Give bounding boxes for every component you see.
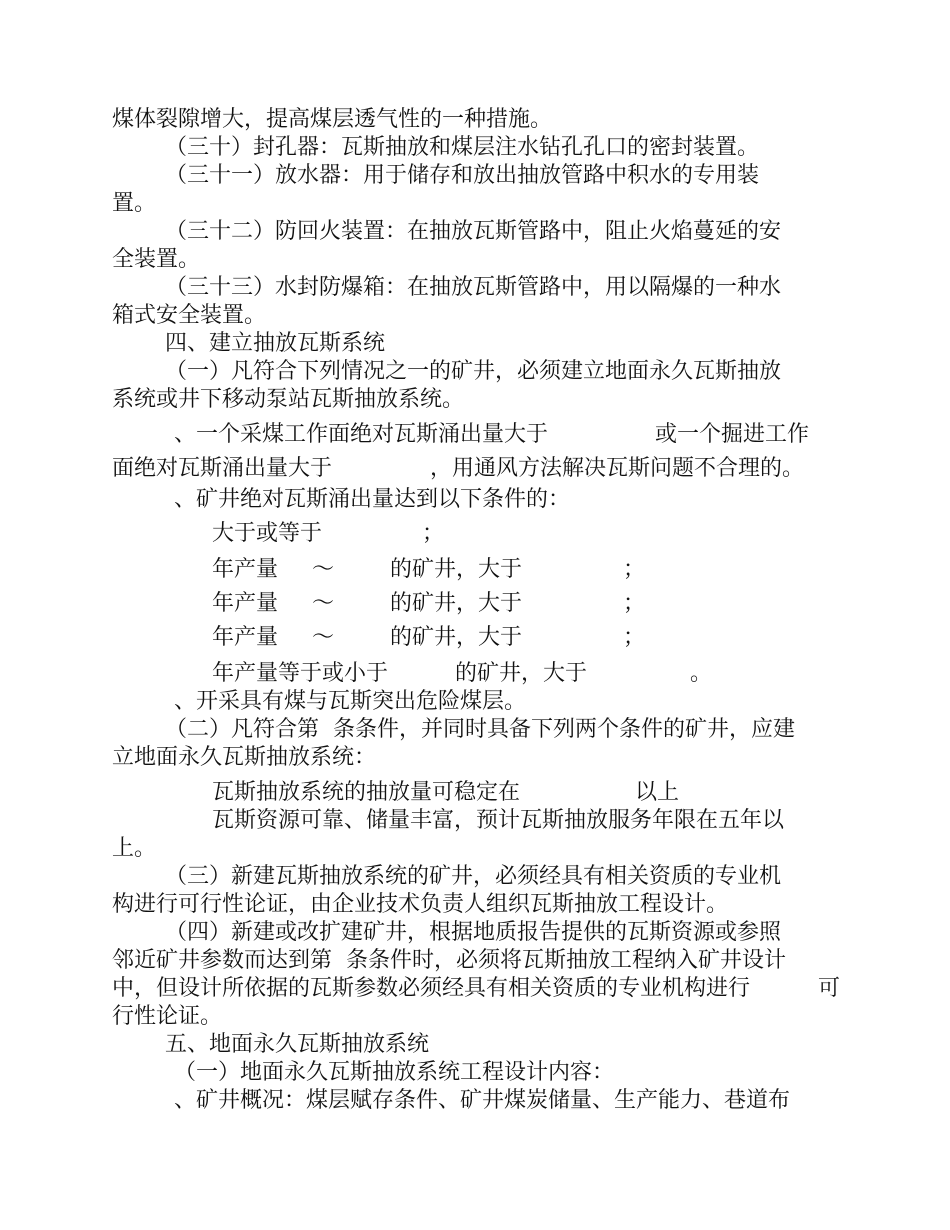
- section-heading: 四、建立抽放瓦斯系统: [165, 331, 386, 356]
- text-line: 置。: [112, 191, 157, 216]
- text-line: 中，但设计所依据的瓦斯参数必须经具有相关资质的专业机构进行: [112, 976, 751, 1001]
- text-line: ～: [312, 591, 335, 616]
- text-line: 以上: [635, 780, 680, 805]
- text-line: 或一个掘进工作: [655, 422, 810, 447]
- text-line: 、矿井绝对瓦斯涌出量达到以下条件的：: [174, 487, 571, 512]
- text-line: 大于或等于: [212, 521, 323, 546]
- text-line: 年产量: [212, 557, 279, 582]
- text-line: （四）新建或改扩建矿井，根据地质报告提供的瓦斯资源或参照: [165, 920, 782, 945]
- text-line: （二）凡符合第 条条件，并同时具备下列两个条件的矿井，应建: [165, 717, 795, 742]
- text-line: 年产量等于或小于: [212, 661, 389, 686]
- text-line: （三）新建瓦斯抽放系统的矿井，必须经具有相关资质的专业机: [165, 864, 782, 889]
- text-line: 系统或井下移动泵站瓦斯抽放系统。: [112, 387, 465, 412]
- text-line: 面绝对瓦斯涌出量大于: [112, 456, 333, 481]
- text-line: 瓦斯资源可靠、储量丰富，预计瓦斯抽放服务年限在五年以: [212, 808, 785, 833]
- text-line: 上。: [112, 836, 157, 861]
- text-line: 邻近矿井参数而达到第 条条件时，必须将瓦斯抽放工程纳入矿井设计: [112, 948, 786, 973]
- text-line: 箱式安全装置。: [112, 303, 267, 328]
- text-line: 瓦斯抽放系统的抽放量可稳定在: [212, 780, 521, 805]
- text-line: 、一个采煤工作面绝对瓦斯涌出量大于: [174, 422, 549, 447]
- text-line: 全装置。: [112, 247, 201, 272]
- text-line: （一）凡符合下列情况之一的矿井，必须建立地面永久瓦斯抽放: [165, 359, 782, 384]
- text-line: 行性论证。: [112, 1004, 223, 1029]
- text-line: 煤体裂隙增大，提高煤层透气性的一种措施。: [112, 107, 553, 132]
- text-line: ～: [312, 557, 335, 582]
- text-line: ，用通风方法解决瓦斯问题不合理的。: [430, 456, 805, 481]
- text-line: 的矿井，大于: [455, 661, 588, 686]
- text-line: （三十三）水封防爆箱：在抽放瓦斯管路中，用以隔爆的一种水: [165, 275, 782, 300]
- text-line: 可: [818, 976, 841, 1001]
- section-heading: 五、地面永久瓦斯抽放系统: [165, 1032, 430, 1057]
- text-line: 构进行可行性论证，由企业技术负责人组织瓦斯抽放工程设计。: [112, 892, 729, 917]
- text-line: （三十二）防回火装置：在抽放瓦斯管路中，阻止火焰蔓延的安: [165, 219, 782, 244]
- text-line: 年产量: [212, 591, 279, 616]
- text-line: 、矿井概况：煤层赋存条件、矿井煤炭储量、生产能力、巷道布: [174, 1088, 791, 1113]
- text-line: ～: [312, 625, 335, 650]
- text-line: （一）地面永久瓦斯抽放系统工程设计内容：: [174, 1060, 615, 1085]
- text-line: （三十）封孔器：瓦斯抽放和煤层注水钻孔孔口的密封装置。: [165, 135, 760, 160]
- text-line: ；: [623, 591, 646, 616]
- text-line: 的矿井，大于: [390, 557, 523, 582]
- text-line: 年产量: [212, 625, 279, 650]
- text-line: 。: [690, 661, 713, 686]
- text-line: （三十一）放水器：用于储存和放出抽放管路中积水的专用装: [165, 163, 760, 188]
- text-line: ；: [422, 521, 445, 546]
- text-line: 的矿井，大于: [390, 625, 523, 650]
- text-line: ；: [623, 625, 646, 650]
- text-line: 的矿井，大于: [390, 591, 523, 616]
- text-line: 立地面永久瓦斯抽放系统：: [112, 745, 377, 770]
- text-line: ；: [623, 557, 646, 582]
- text-line: 、开采具有煤与瓦斯突出危险煤层。: [174, 689, 527, 714]
